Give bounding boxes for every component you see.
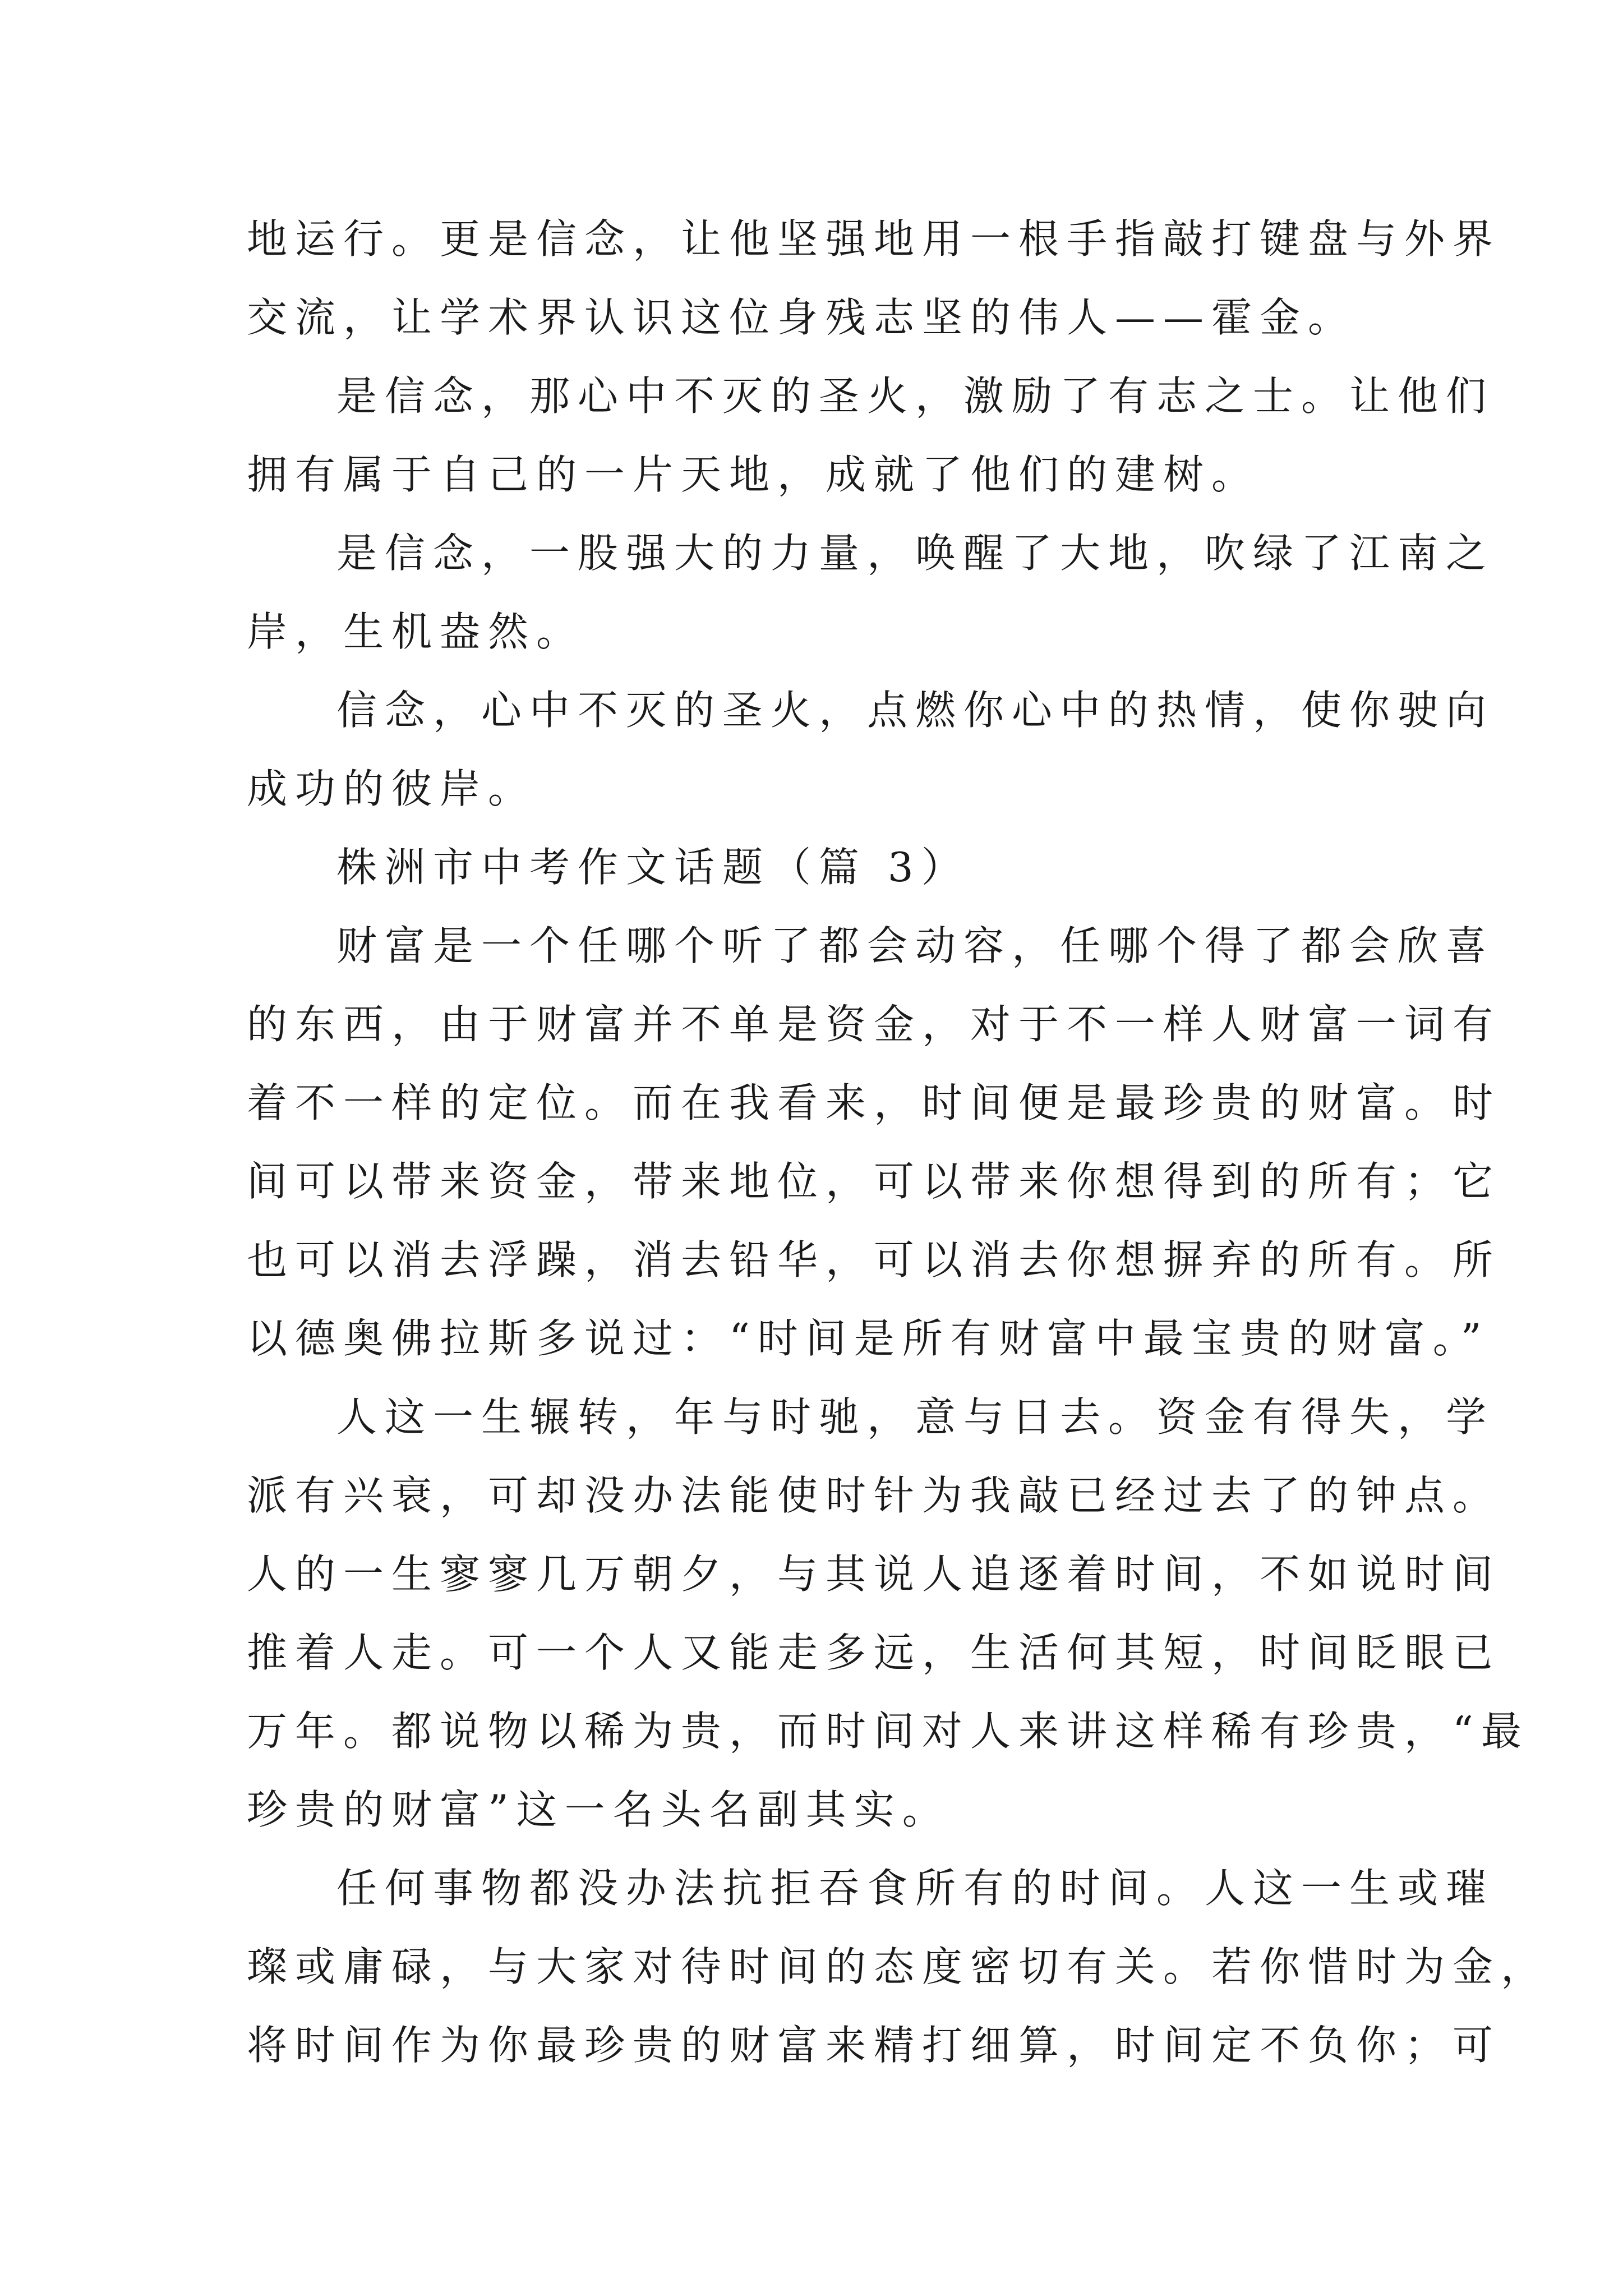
text-line-22: 任何事物都没办法抗拒吞食所有的时间。人这一生或璀 [336, 1865, 1495, 1912]
text-line-1: 地运行。更是信念，让他坚强地用一根手指敲打键盘与外界 [247, 215, 1501, 263]
text-line-20: 万年。都说物以稀为贵，而时间对人来讲这样稀有珍贵，“最 [247, 1708, 1529, 1755]
text-line-10: 财富是一个任哪个听了都会动容，任哪个得了都会欣喜 [336, 922, 1495, 969]
text-line-3: 是信念，那心中不灭的圣火，激励了有志之士。让他们 [336, 372, 1495, 420]
section-heading: 株洲市中考作文话题（篇 3） [336, 844, 970, 891]
text-line-15: 以德奥佛拉斯多说过：“时间是所有财富中最宝贵的财富。” [247, 1315, 1490, 1362]
text-line-19: 推着人走。可一个人又能走多远，生活何其短，时间眨眼已 [247, 1629, 1501, 1676]
text-line-2: 交流，让学术界认识这位身残志坚的伟人——霍金。 [247, 294, 1357, 341]
text-line-21: 珍贵的财富”这一名头名副其实。 [247, 1786, 951, 1833]
text-line-11: 的东西，由于财富并不单是资金，对于不一样人财富一词有 [247, 1001, 1501, 1048]
text-line-18: 人的一生寥寥几万朝夕，与其说人追逐着时间，不如说时间 [247, 1550, 1501, 1598]
text-line-23: 璨或庸碌，与大家对待时间的态度密切有关。若你惜时为金， [247, 1943, 1550, 1990]
text-line-7: 信念，心中不灭的圣火，点燃你心中的热情，使你驶向 [336, 687, 1495, 734]
text-line-12: 着不一样的定位。而在我看来，时间便是最珍贵的财富。时 [247, 1079, 1501, 1126]
text-line-16: 人这一生辗转，年与时驰，意与日去。资金有得失，学 [336, 1393, 1495, 1441]
text-line-24: 将时间作为你最珍贵的财富来精打细算，时间定不负你；可 [247, 2022, 1501, 2069]
text-line-8: 成功的彼岸。 [247, 765, 537, 812]
text-line-6: 岸，生机盎然。 [247, 608, 585, 655]
text-line-17: 派有兴衰，可却没办法能使时针为我敲已经过去了的钟点。 [247, 1472, 1501, 1519]
text-line-4: 拥有属于自己的一片天地，成就了他们的建树。 [247, 451, 1260, 498]
text-line-14: 也可以消去浮躁，消去铅华，可以消去你想摒弃的所有。所 [247, 1236, 1501, 1283]
text-line-13: 间可以带来资金，带来地位，可以带来你想得到的所有；它 [247, 1158, 1501, 1205]
text-line-5: 是信念，一股强大的力量，唤醒了大地，吹绿了江南之 [336, 530, 1495, 577]
